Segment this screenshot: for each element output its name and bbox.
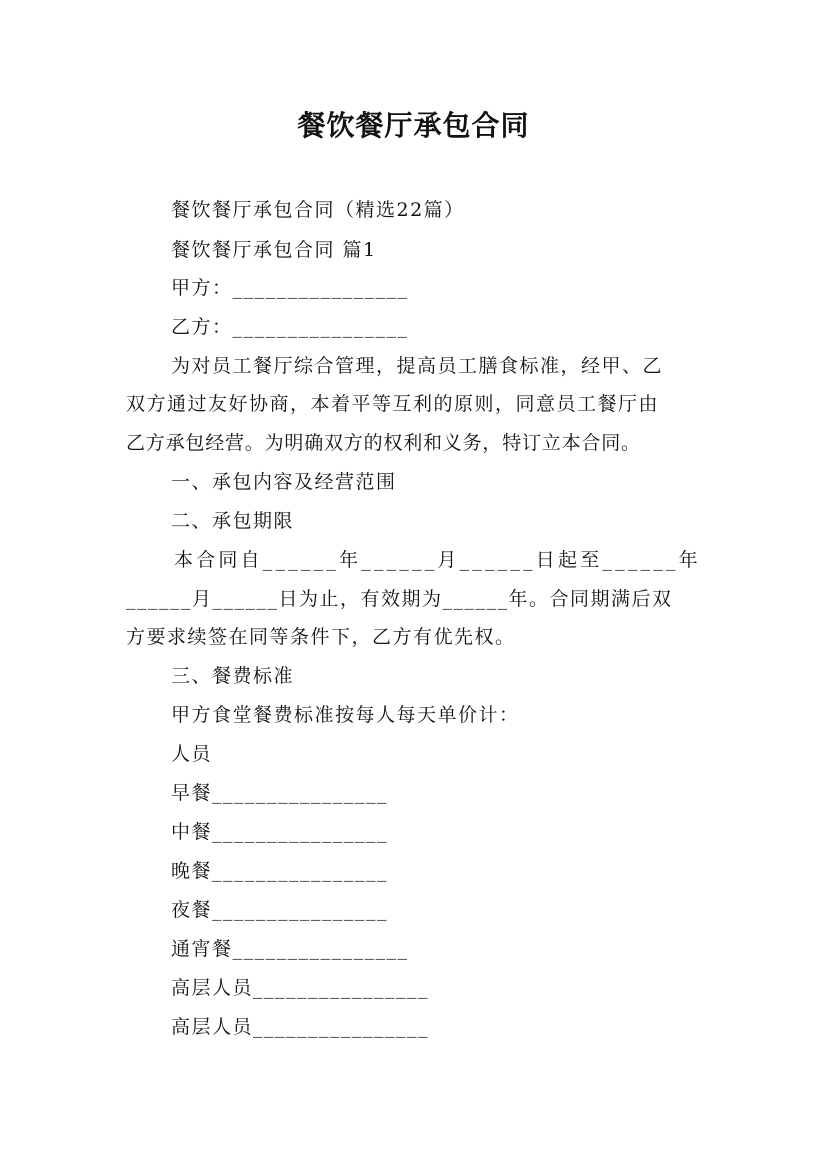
section-heading: 餐饮餐厅承包合同 篇1 xyxy=(171,239,377,261)
party-a-line: 甲方：________________ xyxy=(171,277,409,299)
list-item: 高层人员________________ xyxy=(171,1016,430,1038)
paragraph-line: 乙方承包经营。为明确双方的权利和义务，特订立本合同。 xyxy=(126,432,641,454)
document-subtitle: 餐饮餐厅承包合同（精选22篇） xyxy=(171,199,465,221)
party-b-line: 乙方：________________ xyxy=(171,316,409,338)
paragraph-line: ______月______日为止，有效期为______年。合同期满后双 xyxy=(126,588,673,610)
section-heading: 二、承包期限 xyxy=(171,510,295,532)
list-item: 高层人员________________ xyxy=(171,977,430,999)
list-item: 早餐________________ xyxy=(171,782,389,804)
section-heading: 三、餐费标准 xyxy=(171,665,295,687)
section-heading: 一、承包内容及经营范围 xyxy=(171,471,397,493)
document-title: 餐饮餐厅承包合同 xyxy=(297,109,530,142)
paragraph-line: 方要求续签在同等条件下，乙方有优先权。 xyxy=(126,626,516,648)
list-item: 通宵餐________________ xyxy=(171,938,409,960)
list-item: 晚餐________________ xyxy=(171,860,389,882)
paragraph-line: 双方通过友好协商，本着平等互利的原则，同意员工餐厅由 xyxy=(126,393,660,415)
list-item: 中餐________________ xyxy=(171,821,389,843)
paragraph-line: 本合同自______年______月______日起至______年 xyxy=(174,549,701,571)
paragraph-line: 甲方食堂餐费标准按每人每天单价计： xyxy=(171,704,520,726)
list-item: 人员 xyxy=(171,743,213,765)
paragraph-line: 为对员工餐厅综合管理，提高员工膳食标准，经甲、乙 xyxy=(171,355,664,377)
list-item: 夜餐________________ xyxy=(171,899,389,921)
